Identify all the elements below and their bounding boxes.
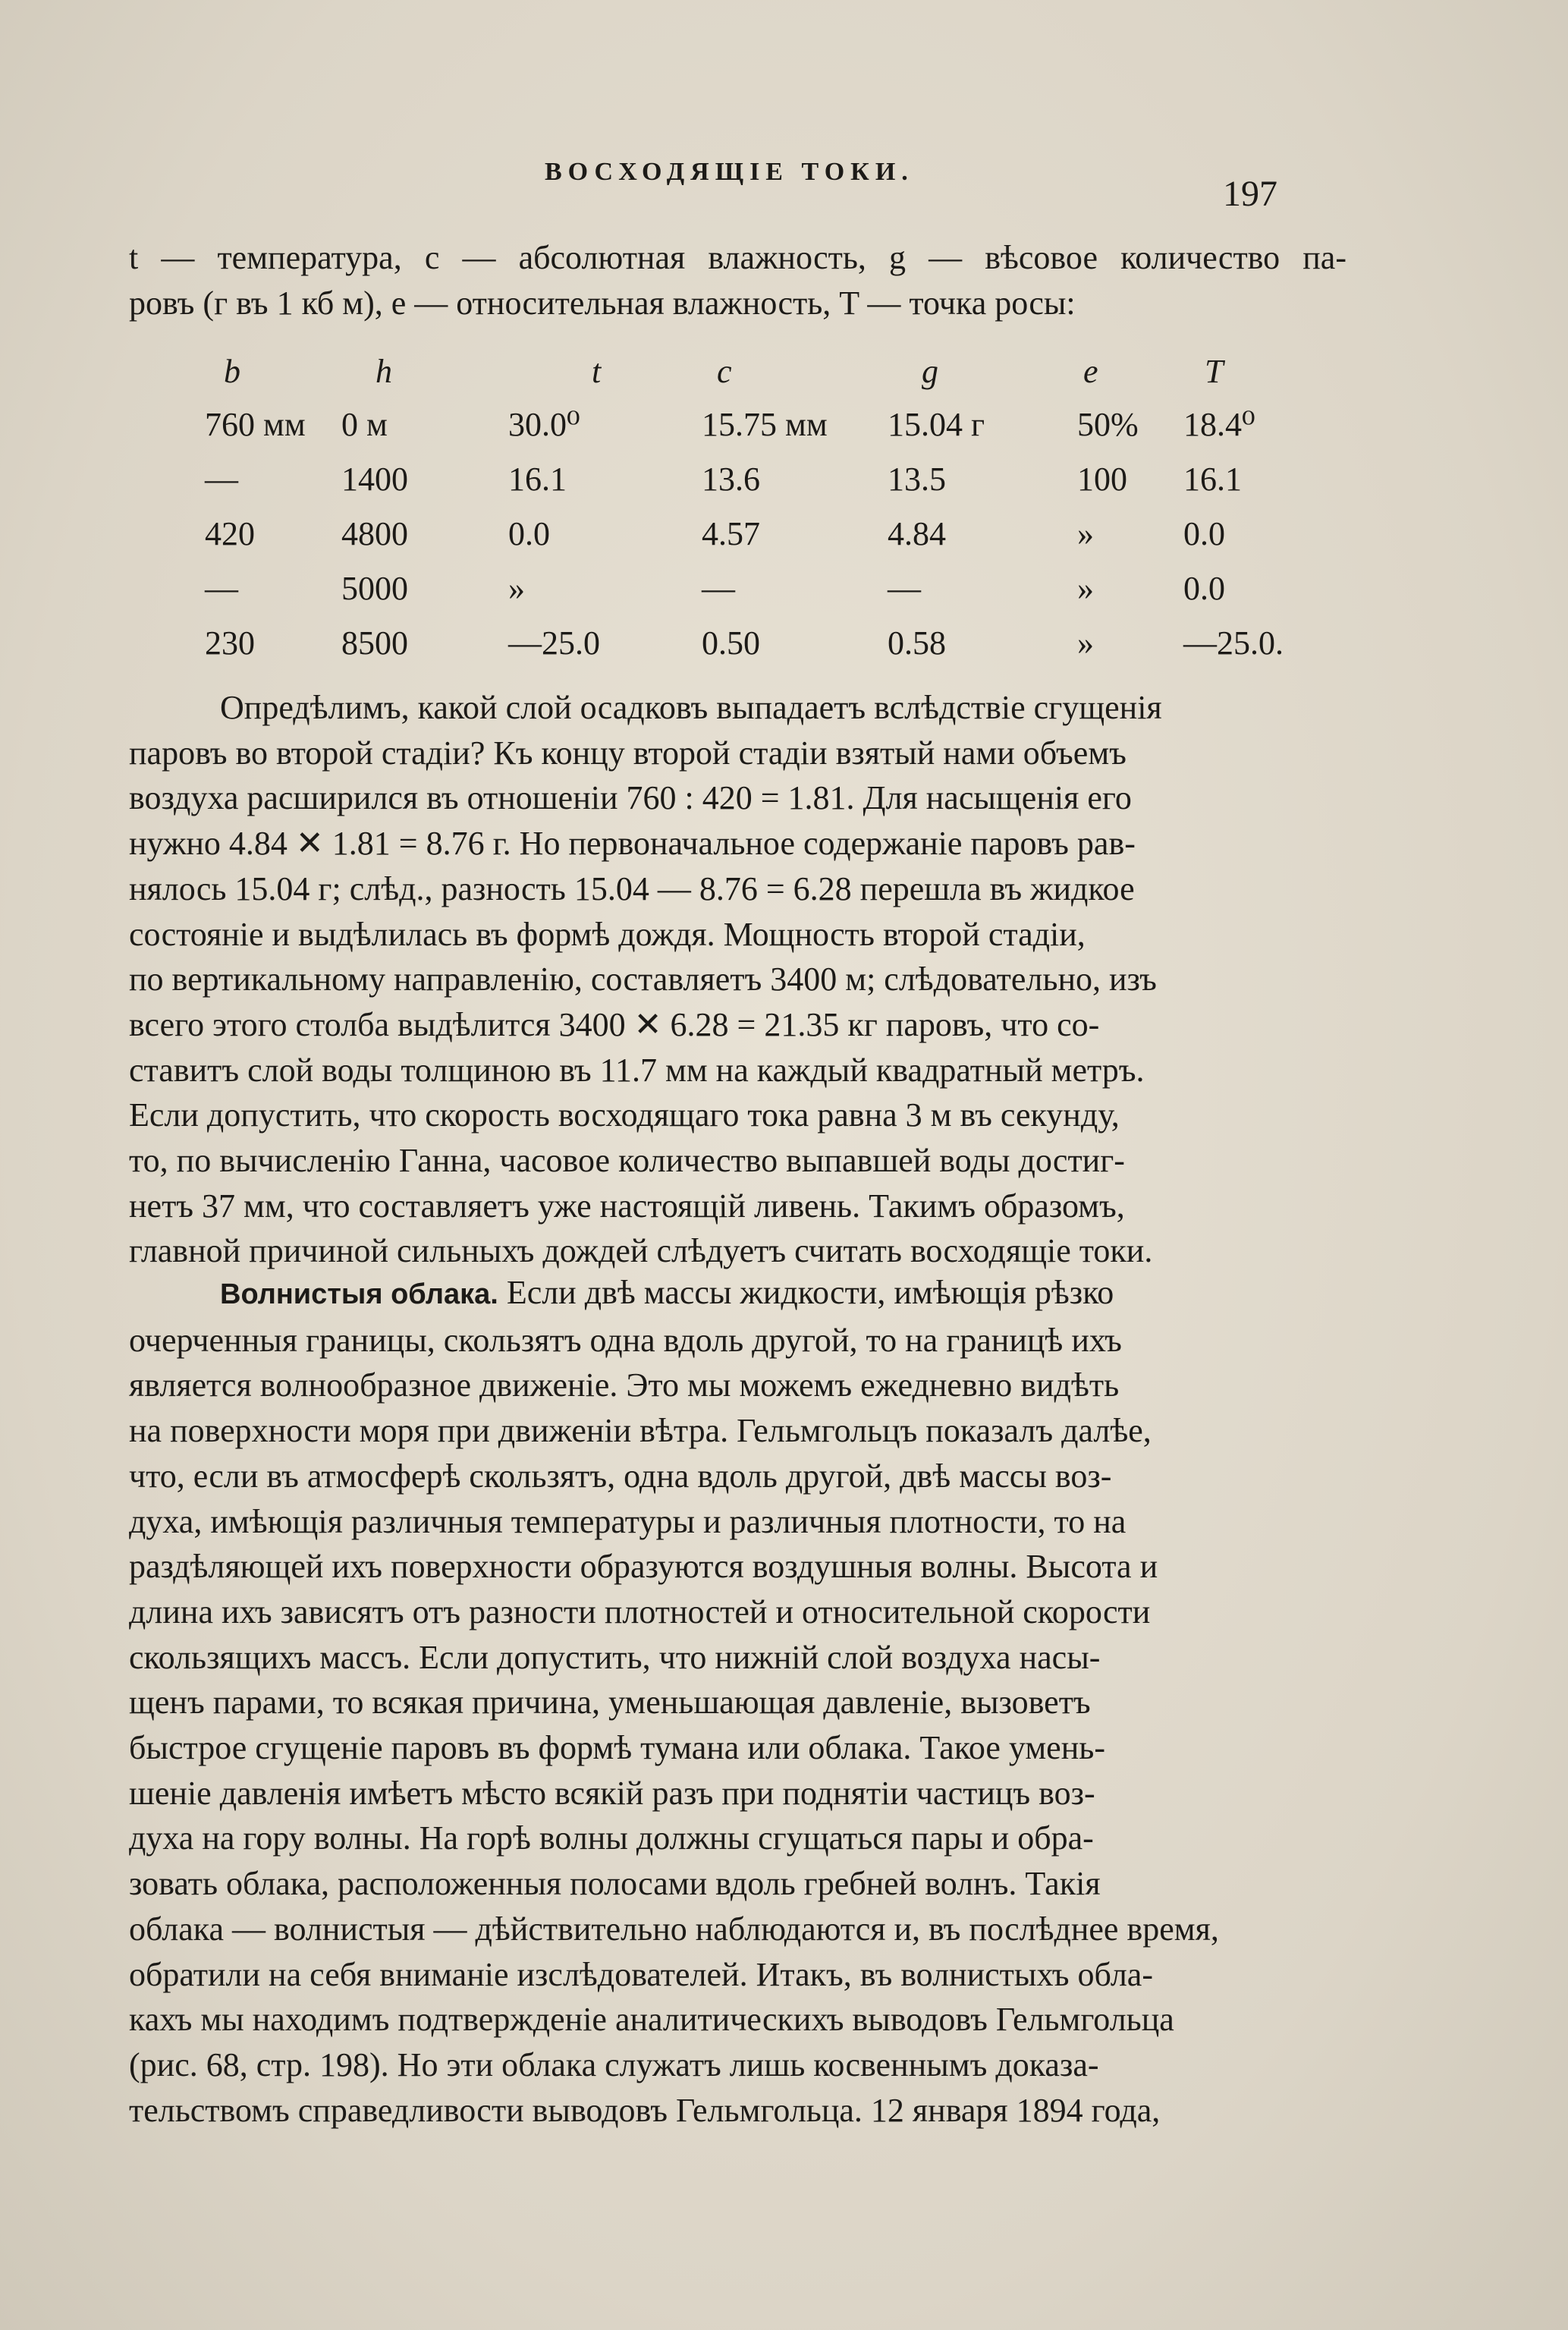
table-cell: 100: [1077, 461, 1127, 498]
table-row: [205, 624, 1297, 678]
table-cell: 420: [205, 515, 255, 552]
text-span: Если двѣ массы жидкости, имѣющія рѣзко: [506, 1274, 1114, 1311]
text-line: обратили на себя вниманіе изслѣдователей. Итакъ, въ волнистыхъ обла-: [129, 1955, 1153, 1993]
intro-line: t — температура, c — абсолютная влажность, g — вѣсовое количество па-: [129, 239, 1346, 276]
text-line: тельствомъ справедливости выводовъ Гельмгольца. 12 января 1894 года,: [129, 2091, 1161, 2129]
text-line: воздуха расширился въ отношеніи 760 : 420 = 1.81. Для насыщенія его: [129, 779, 1132, 817]
text-line: [129, 1270, 1346, 1318]
table-cell: —: [888, 570, 921, 607]
column-header: e: [1083, 353, 1098, 390]
text-line: Опредѣлимъ, какой слой осадковъ выпадаетъ вслѣдствіе сгущенія: [220, 689, 1162, 726]
table-cell: 0.50: [702, 624, 760, 662]
text-line: нялось 15.04 г; слѣд., разность 15.04 — 8.76 = 6.28 перешла въ жидкое: [129, 869, 1135, 907]
table-cell: 5000: [341, 570, 408, 607]
text-line: раздѣляющей ихъ поверхности образуются воздушныя волны. Высота и: [129, 1548, 1158, 1586]
text-line: духа, имѣющія различныя температуры и различныя плотности, то на: [129, 1502, 1127, 1540]
table-cell: —25.0.: [1183, 624, 1284, 662]
paragraph-precipitation: [129, 685, 1346, 1274]
table-cell: 4.84: [888, 515, 946, 552]
text-line: то, по вычисленію Ганна, часовое количество выпавшей воды достиг-: [129, 1142, 1125, 1180]
text-line: зовать облака, расположенныя полосами вдоль гребней волнъ. Такія: [129, 1865, 1101, 1903]
text-line: нужно 4.84 ✕ 1.81 = 8.76 г. Но первоначальное содержаніе паровъ рав-: [129, 825, 1136, 863]
table-cell: 0.0: [1183, 515, 1225, 552]
text-line: шеніе давленія имѣетъ мѣсто всякій разъ при поднятіи частицъ воз-: [129, 1774, 1095, 1812]
column-header: t: [592, 353, 602, 390]
table-cell: 15.04 г: [888, 406, 985, 443]
table-row: [205, 460, 1297, 514]
column-header: g: [922, 353, 938, 390]
text-line: быстрое сгущеніе паровъ въ формѣ тумана или облака. Такое умень-: [129, 1729, 1105, 1767]
text-line: длина ихъ зависятъ отъ разности плотностей и относительной скорости: [129, 1593, 1151, 1630]
table-cell: 4800: [341, 515, 408, 552]
table-cell: 16.1: [1183, 461, 1242, 498]
table-cell: 30.0⁰: [508, 406, 580, 443]
table-cell: —: [702, 570, 735, 607]
text-line: состояніе и выдѣлилась въ формѣ дождя. Мощность второй стадіи,: [129, 915, 1086, 953]
text-line: облака — волнистыя — дѣйствительно наблюдаются и, въ послѣднее время,: [129, 1910, 1219, 1948]
text-line: кахъ мы находимъ подтвержденіе аналитическихъ выводовъ Гельмгольца: [129, 2001, 1174, 2039]
table-cell: 0.0: [1183, 570, 1225, 607]
column-header: T: [1205, 353, 1224, 390]
text-line: очерченныя границы, скользятъ одна вдоль другой, то на границѣ ихъ: [129, 1321, 1122, 1359]
table-row: [205, 569, 1297, 624]
page-header: [0, 152, 1568, 214]
table-cell: 760 мм: [205, 406, 306, 443]
table-cell: »: [508, 570, 525, 607]
table-cell: 0 м: [341, 406, 388, 443]
table-cell: 15.75 мм: [702, 406, 828, 443]
text-line: скользящихъ массъ. Если допустить, что нижній слой воздуха насы-: [129, 1638, 1101, 1676]
table-cell: 16.1: [508, 461, 567, 498]
text-line: на поверхности моря при движеніи вѣтра. Гельмгольцъ показалъ далѣе,: [129, 1412, 1152, 1450]
text-line: щенъ парами, то всякая причина, уменьшающая давленіе, вызоветъ: [129, 1684, 1091, 1722]
table-cell: —: [205, 461, 238, 498]
text-line: нетъ 37 мм, что составляетъ уже настоящій ливень. Такимъ образомъ,: [129, 1187, 1125, 1225]
table-cell: 0.58: [888, 624, 946, 662]
text-line: главной причиной сильныхъ дождей слѣдуетъ считать восходящіе токи.: [129, 1232, 1153, 1270]
table-cell: »: [1077, 570, 1094, 607]
table-cell: »: [1077, 624, 1094, 662]
intro-definitions: [129, 235, 1346, 325]
table-cell: 18.4⁰: [1183, 406, 1255, 443]
table-cell: »: [1077, 515, 1094, 552]
table-row: [205, 514, 1297, 569]
text-line: Если допустить, что скорость восходящаго тока равна 3 м въ секунду,: [129, 1096, 1120, 1134]
running-title: ВОСХОДЯЩІЕ ТОКИ.: [545, 158, 914, 186]
table-header-row: [205, 352, 1297, 405]
intro-line: ровъ (г въ 1 кб м), e — относительная влажность, T — точка росы:: [129, 284, 1076, 322]
text-line: паровъ во второй стадіи? Къ концу второй стадіи взятый нами объемъ: [129, 734, 1127, 772]
text-line: что, если въ атмосферѣ скользятъ, одна вдоль другой, двѣ массы воз-: [129, 1457, 1112, 1495]
table-row: [205, 405, 1297, 460]
table-cell: —25.0: [508, 624, 600, 662]
paragraph-wave-clouds: [129, 1270, 1346, 2133]
column-header: b: [224, 353, 240, 390]
page-number: 197: [1223, 174, 1277, 214]
table-cell: 230: [205, 624, 255, 662]
table-cell: 4.57: [702, 515, 760, 552]
table-cell: 0.0: [508, 515, 550, 552]
text-line: по вертикальному направленію, составляетъ 3400 м; слѣдовательно, изъ: [129, 961, 1157, 998]
text-line: (рис. 68, стр. 198). Но эти облака служатъ лишь косвеннымъ доказа-: [129, 2045, 1099, 2083]
column-header: h: [376, 353, 392, 390]
table-cell: 13.5: [888, 461, 946, 498]
table-cell: —: [205, 570, 238, 607]
section-heading: Волнистыя облака.: [220, 1278, 498, 1310]
table-cell: 1400: [341, 461, 408, 498]
table-cell: 13.6: [702, 461, 760, 498]
text-line: является волнообразное движеніе. Это мы можемъ ежедневно видѣть: [129, 1366, 1120, 1404]
text-line: духа на гору волны. На горѣ волны должны сгущаться пары и обра-: [129, 1819, 1094, 1857]
data-table: [205, 352, 1297, 678]
table-cell: 50%: [1077, 406, 1139, 443]
column-header: c: [717, 353, 732, 390]
text-line: всего этого столба выдѣлится 3400 ✕ 6.28 = 21.35 кг паровъ, что со-: [129, 1005, 1100, 1043]
table-cell: 8500: [341, 624, 408, 662]
text-line: ставитъ слой воды толщиною въ 11.7 мм на каждый квадратный метръ.: [129, 1051, 1145, 1089]
